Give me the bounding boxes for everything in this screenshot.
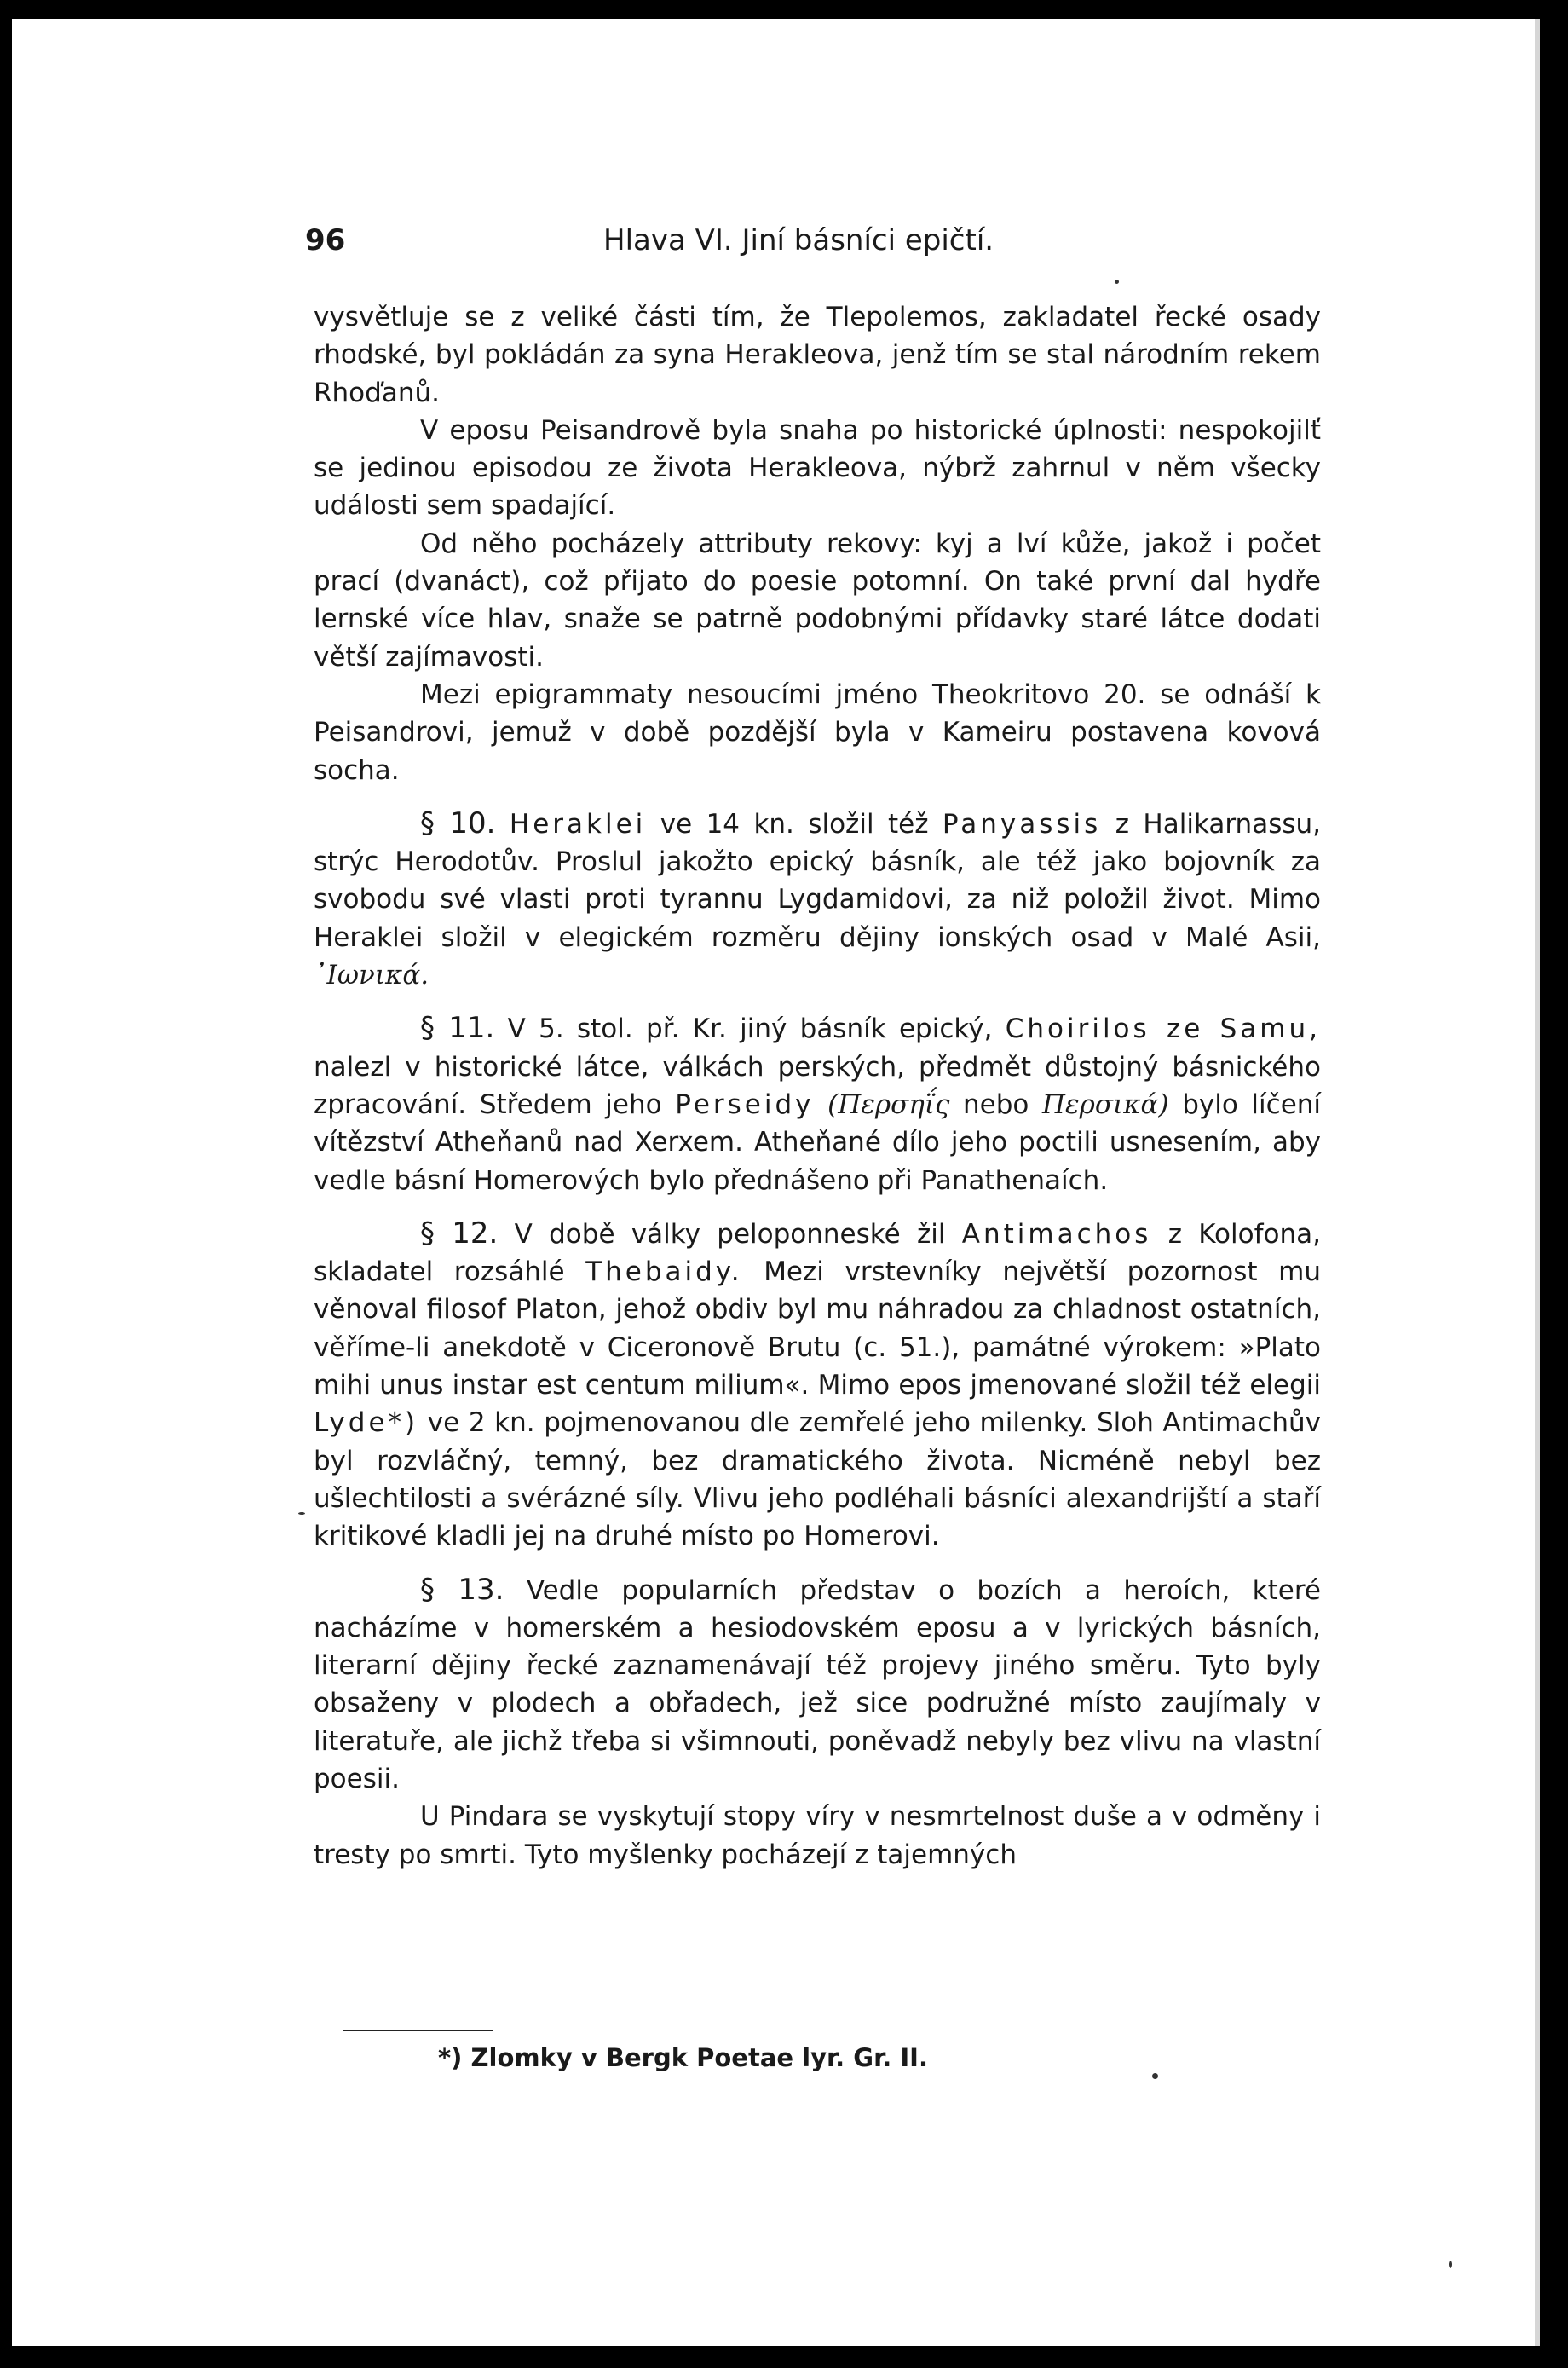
section-13-mark: § 13. bbox=[420, 1572, 504, 1607]
scan-speck bbox=[298, 1512, 305, 1515]
section-11-text-4: bylo líčení vítězství Atheňanů nad Xerxem. Atheňané dílo jeho poctili usnesením, aby vedle básní Homerových bylo přednášeno při Panathenaích. bbox=[314, 1089, 1322, 1196]
section-11-name: Choirilos ze Samu, bbox=[1005, 1014, 1321, 1045]
section-11-text-2: nalezl v historické látce, válkách perských, předmět důstojný básnického zpracování. Středem jeho bbox=[314, 1051, 1321, 1120]
section-11-text-1: V 5. stol. př. Kr. jiný básník epický, bbox=[507, 1014, 993, 1045]
section-11-greek-2: Περσικά) bbox=[1042, 1089, 1169, 1120]
scan-speck bbox=[1115, 280, 1119, 284]
scan-speck bbox=[1449, 2261, 1452, 2268]
section-10-mark: § 10. bbox=[420, 806, 496, 840]
page-header bbox=[12, 223, 1540, 257]
section-11 bbox=[314, 1009, 1321, 1198]
scan-speck bbox=[1152, 2073, 1158, 2079]
paragraph-4: Mezi epigrammaty nesoucími jméno Theokritovo 20. se odnáší k Peisandrovi, jemuž v době pozdější byla v Kameiru postavena kovová socha. bbox=[314, 679, 1321, 786]
paragraph-last: U Pindara se vyskytují stopy víry v nesmrtelnost duše a v odměny i tresty po smrti. Tyto myšlenky pocházejí z tajemných bbox=[314, 1801, 1321, 1870]
page-edge-shadow bbox=[1535, 19, 1540, 2346]
section-12-text-3: Mezi vrstevníky největší pozornost mu věnoval filosof Platon, jehož obdiv byl mu náhradou za chladnost ostatních, věříme-li anekdotě v Ciceronově Brutu (c. 51.), památné výrokem: »Plato mihi unus instar est centum milium«. Mimo epos jmenované složil též elegii bbox=[314, 1256, 1322, 1401]
book-page bbox=[12, 19, 1540, 2346]
section-13 bbox=[314, 1571, 1321, 1799]
section-11-text-3: nebo bbox=[963, 1089, 1029, 1120]
section-10-text-2: z Halikarnassu, strýc Herodotův. Proslul jakožto epický básník, ale též jako bojovník za svobodu své vlasti proti tyrannu Lygdamidovi, za niž položil život. Mimo Heraklei složil v elegickém rozměru dějiny ionských osad v Malé Asii, bbox=[314, 808, 1322, 953]
body-text bbox=[314, 298, 1321, 1874]
section-10 bbox=[314, 805, 1321, 994]
section-11-mark: § 11. bbox=[420, 1011, 495, 1046]
section-13-text: Vedle popularních představ o bozích a heroích, které nacházíme v homerském a hesiodovském eposu a v lyrických básních, literarní dějiny řecké zaznamenávají též projevy jiného směru. Tyto byly obsaženy v plodech a obřadech, jež sice podružné místo zaujímaly v literatuře, ale jichž třeba si všimnouti, poněvadž nebyly bez vlivu na vlastní poesii. bbox=[314, 1574, 1321, 1794]
section-12 bbox=[314, 1215, 1321, 1556]
section-12-mark: § 12. bbox=[420, 1216, 499, 1250]
page-number: 96 bbox=[305, 223, 346, 257]
footnote-rule bbox=[343, 2030, 493, 2031]
section-10-text-1: ve 14 kn. složil též bbox=[660, 808, 929, 840]
section-10-title: Heraklei bbox=[509, 808, 647, 840]
section-11-title: Perseidy bbox=[675, 1089, 815, 1120]
section-10-greek: ᾿Ιωνικά. bbox=[314, 960, 429, 991]
paragraph-3: Od něho pocházely attributy rekovy: kyj a lví kůže, jakož i počet prací (dvanáct), což přijato do poesie potomní. On také první dal hydře lernské více hlav, snaže se patrně podobnými přídavky staré látce dodati větší zajímavosti. bbox=[314, 528, 1321, 673]
footnote: *) Zlomky v Bergk Poetae lyr. Gr. II. bbox=[438, 2043, 928, 2072]
section-12-text-2: z Kolofona, skladatel rozsáhlé bbox=[314, 1218, 1321, 1288]
running-head: Hlava VI. Jiní básníci epičtí. bbox=[603, 223, 994, 257]
section-11-greek-1: (Περσηΐς bbox=[827, 1089, 950, 1120]
section-12-title: Thebaidy. bbox=[585, 1256, 743, 1288]
section-10-name: Panyassis bbox=[942, 808, 1102, 840]
section-12-text-4: ve 2 kn. pojmenovanou dle zemřelé jeho milenky. Sloh Antimachův byl rozvláčný, temný, bez dramatického života. Nicméně nebyl bez ušlechtilosti a svérázné síly. Vlivu jeho podléhali básníci alexandrijští a staří kritikové kladli jej na druhé místo po Homerovi. bbox=[314, 1407, 1321, 1552]
section-12-title-2: Lyde*) bbox=[314, 1407, 419, 1439]
paragraph-1: vysvětluje se z veliké části tím, že Tlepolemos, zakladatel řecké osady rhodské, byl pokládán za syna Herakleova, jenž tím se stal národním rekem Rhoďanů. bbox=[314, 302, 1321, 408]
paragraph-2: V eposu Peisandrově byla snaha po historické úplnosti: nespokojilť se jedinou episodou ze života Herakleova, nýbrž zahrnul v něm všecky události sem spadající. bbox=[314, 414, 1321, 522]
section-12-text-1: V době války peloponneské žil bbox=[514, 1218, 946, 1250]
section-12-name: Antimachos bbox=[961, 1218, 1152, 1250]
